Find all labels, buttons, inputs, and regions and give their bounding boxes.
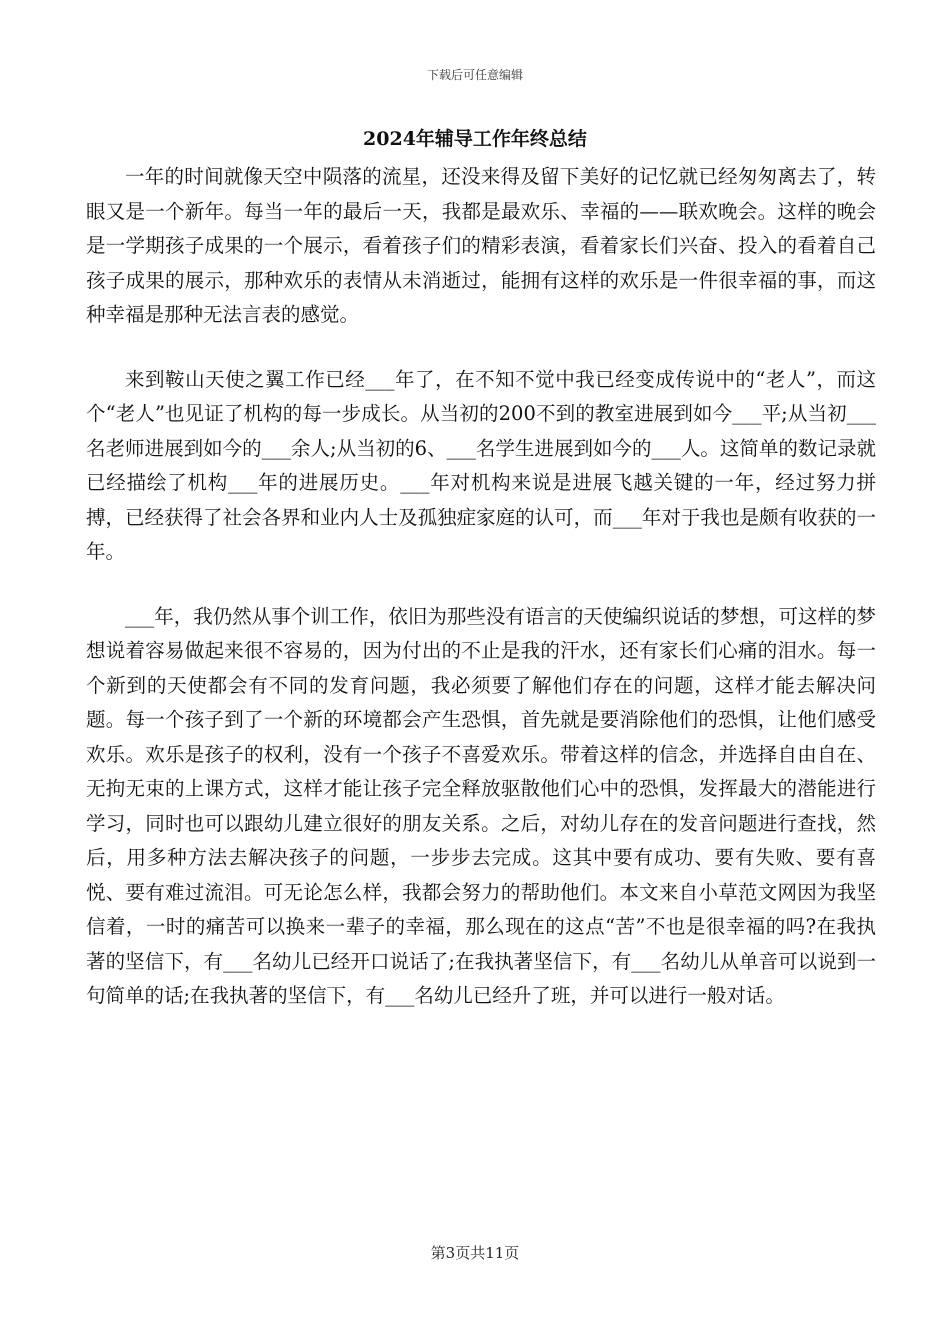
document-body [86,160,876,1044]
paragraph-2: 来到鞍山天使之翼工作已经___年了，在不知不觉中我已经变成传说中的“老人”，而这个“老人”也见证了机构的每一步成长。从当初的200不到的教室进展到如今___平;从当初___名老师进展到如今的___余人;从当初的6、___名学生进展到如今的___人。这简单的数记录就已经描绘了机构___年的进展历史。___年对机构来说是进展飞越关键的一年，经过努力拼搏，已经获得了社会各界和业内人士及孤独症家庭的认可，而___年对于我也是颇有收获的一年。 [86,367,876,563]
document-title: 2024年辅导工作年终总结 [363,128,587,150]
header-note: 下载后可任意编辑 [426,68,523,82]
paragraph-3: ___年，我仍然从事个训工作，依旧为那些没有语言的天使编织说话的梦想，可这样的梦想说着容易做起来很不容易的，因为付出的不止是我的汗水，还有家长们心痛的泪水。每一个新到的天使都会有不同的发育问题，我必须要了解他们存在的问题，这样才能去解决问题。每一个孩子到了一个新的环境都会产生恐惧，首先就是要消除他们的恐惧，让他们感受欢乐。欢乐是孩子的权利，没有一个孩子不喜爱欢乐。带着这样的信念，并选择自由自在、无拘无束的上课方式，这样才能让孩子完全释放驱散他们心中的恐惧，发挥最大的潜能进行学习，同时也可以跟幼儿建立很好的朋友关系。之后，对幼儿存在的发音问题进行查找，然后，用多种方法去解决孩子的问题，一步步去完成。这其中要有成功、要有失败、要有喜悦、要有难过流泪。可无论怎么样，我都会努力的帮助他们。本文来自小草范文网因为我坚信着，一时的痛苦可以换来一辈子的幸福，那么现在的这点“苦”不也是很幸福的吗?在我执著的坚信下，有___名幼儿已经开口说话了;在我执著坚信下，有___名幼儿从单音可以说到一句简单的话;在我执著的坚信下，有___名幼儿已经升了班，并可以进行一般对话。 [86,604,876,1007]
page-number: 第3页共11页 [430,1244,520,1262]
paragraph-1: 一年的时间就像天空中陨落的流星，还没来得及留下美好的记忆就已经匆匆离去了，转眼又是一个新年。每当一年的最后一天，我都是最欢乐、幸福的——联欢晚会。这样的晚会是一学期孩子成果的一个展示，看着孩子们的精彩表演，看着家长们兴奋、投入的看着自己孩子成果的展示，那种欢乐的表情从未消逝过，能拥有这样的欢乐是一件很幸福的事，而这种幸福是那种无法言表的感觉。 [86,165,876,326]
